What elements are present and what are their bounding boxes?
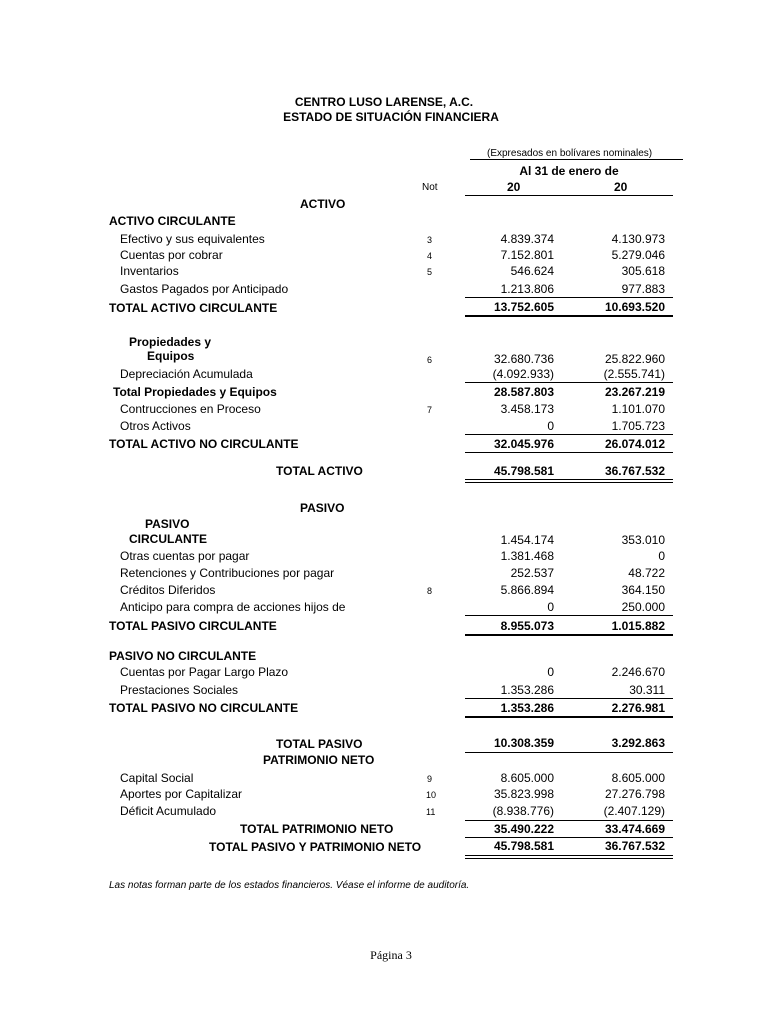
line-item-label: Cuentas por cobrar: [120, 248, 223, 262]
note-ref: 11: [426, 807, 436, 817]
value-year-2: 2.246.670: [611, 665, 665, 679]
propiedades-label-line-2: Equipos: [147, 349, 195, 363]
line-item-label: Prestaciones Sociales: [120, 683, 239, 697]
note-ref: 4: [427, 251, 433, 261]
subtotal-rule: [465, 434, 673, 435]
value-year-1: 1.213.806: [500, 282, 554, 296]
value-year-2: 977.883: [621, 282, 665, 296]
subtotal-rule: [465, 698, 673, 699]
value-year-1: 4.839.374: [500, 232, 554, 246]
total-activo-circulante-label: TOTAL ACTIVO CIRCULANTE: [109, 301, 278, 315]
line-item-label: Contrucciones en Proceso: [120, 402, 261, 416]
note-ref: 3: [427, 235, 433, 245]
value-year-1: 546.624: [510, 264, 554, 278]
value-year-1: 0: [547, 419, 554, 433]
note-column-header: Not: [422, 182, 438, 193]
total-value-year-2: 33.474.669: [604, 822, 665, 836]
activo-heading: ACTIVO: [300, 197, 346, 211]
line-item-label: Depreciación Acumulada: [120, 367, 253, 381]
value-year-2: 30.311: [629, 683, 665, 697]
total-value-year-2: 2.276.981: [611, 701, 665, 715]
value-year-2: 1.101.070: [611, 402, 665, 416]
value-year-1: 0: [547, 600, 554, 614]
line-item-label: Anticipo para compra de acciones hijos de: [120, 600, 346, 614]
line-item-label: Otros Activos: [120, 419, 191, 433]
line-item-label: Retenciones y Contribuciones por pagar: [120, 566, 335, 580]
total-pasivo-no-circulante-label: TOTAL PASIVO NO CIRCULANTE: [109, 701, 299, 715]
double-rule-bottom: [465, 858, 673, 859]
total-value-year-2: 23.267.219: [604, 385, 665, 399]
total-propiedades-label: Total Propiedades y Equipos: [113, 385, 277, 399]
note-ref: 8: [427, 586, 433, 596]
total-value-year-1: 35.490.222: [493, 822, 554, 836]
statement-title: ESTADO DE SITUACIÓN FINANCIERA: [283, 110, 499, 124]
value-year-2: 27.276.798: [604, 787, 665, 801]
value-year-2: (2.555.741): [603, 367, 665, 381]
value-year-2: 8.605.000: [611, 771, 665, 785]
total-rule: [465, 315, 673, 317]
total-value-year-1: 8.955.073: [500, 619, 554, 633]
pasivo-no-circulante-heading: PASIVO NO CIRCULANTE: [109, 649, 257, 663]
total-value-year-2: 36.767.532: [604, 839, 665, 853]
note-ref: 9: [427, 774, 433, 784]
total-rule: [465, 752, 673, 753]
total-pasivo-label: TOTAL PASIVO: [276, 737, 363, 751]
subtotal-rule: [465, 382, 673, 383]
total-value-year-2: 3.292.863: [611, 736, 665, 750]
total-patrimonio-label: TOTAL PATRIMONIO NETO: [240, 822, 394, 836]
total-value-year-1: 45.798.581: [493, 839, 554, 853]
pasivo-heading: PASIVO: [300, 501, 345, 515]
value-year-1: 1.353.286: [500, 683, 554, 697]
header-rule: [470, 159, 683, 160]
line-item-label: Déficit Acumulado: [120, 804, 217, 818]
line-item-label: Capital Social: [120, 771, 194, 785]
year-2-header: 20: [614, 180, 628, 194]
value-year-2: 353.010: [621, 533, 665, 547]
total-value-year-1: 10.308.359: [493, 736, 554, 750]
date-label: Al 31 de enero de: [519, 164, 619, 178]
value-year-2: 305.618: [621, 264, 665, 278]
total-rule: [465, 716, 673, 718]
line-item-label: Cuentas por Pagar Largo Plazo: [120, 665, 289, 679]
patrimonio-heading: PATRIMONIO NETO: [263, 753, 375, 767]
value-year-1: 0: [547, 665, 554, 679]
expressed-note: (Expresados en bolívares nominales): [487, 148, 653, 159]
activo-circulante-heading: ACTIVO CIRCULANTE: [109, 214, 236, 228]
subtotal-rule: [465, 837, 673, 838]
value-year-1: 32.680.736: [493, 352, 554, 366]
total-value-year-2: 10.693.520: [604, 300, 665, 314]
note-ref: 10: [426, 790, 437, 800]
page-number: Página 3: [370, 948, 412, 962]
total-rule: [465, 634, 673, 636]
subtotal-rule: [465, 615, 673, 616]
value-year-1: 3.458.173: [500, 402, 554, 416]
value-year-2: 4.130.973: [611, 232, 665, 246]
note-ref: 5: [427, 267, 433, 277]
value-year-2: 5.279.046: [611, 248, 665, 262]
total-value-year-2: 26.074.012: [604, 437, 665, 451]
value-year-1: 8.605.000: [500, 771, 554, 785]
year-header-rule: [465, 195, 673, 196]
note-ref: 7: [427, 405, 433, 415]
value-year-2: (2.407.129): [603, 804, 665, 818]
company-name: CENTRO LUSO LARENSE, A.C.: [294, 95, 474, 109]
value-year-1: 35.823.998: [493, 787, 554, 801]
pasivo-circulante-line-2: CIRCULANTE: [129, 532, 207, 546]
value-year-1: 1.381.468: [500, 549, 554, 563]
value-year-2: 48.722: [628, 566, 665, 580]
grand-total-label: TOTAL PASIVO Y PATRIMONIO NETO: [209, 840, 422, 854]
value-year-2: 25.822.960: [604, 352, 665, 366]
line-item-label: Gastos Pagados por Anticipado: [120, 282, 289, 296]
line-item-label: Otras cuentas por pagar: [120, 549, 250, 563]
subtotal-rule: [465, 297, 673, 298]
value-year-1: (4.092.933): [492, 367, 554, 381]
double-rule-top: [465, 479, 673, 480]
value-year-1: 1.454.174: [500, 533, 554, 547]
value-year-1: (8.938.776): [492, 804, 554, 818]
value-year-2: 1.705.723: [611, 419, 665, 433]
line-item-label: Aportes por Capitalizar: [120, 787, 243, 801]
total-value-year-1: 1.353.286: [500, 701, 554, 715]
total-activo-label: TOTAL ACTIVO: [276, 464, 363, 478]
total-value-year-1: 45.798.581: [493, 464, 554, 478]
value-year-1: 7.152.801: [500, 248, 554, 262]
total-rule: [465, 452, 673, 453]
total-value-year-2: 1.015.882: [611, 619, 665, 633]
value-year-2: 0: [658, 549, 665, 563]
double-rule-top: [465, 855, 673, 856]
value-year-1: 252.537: [510, 566, 554, 580]
year-1-header: 20: [507, 180, 521, 194]
line-item-label: Inventarios: [120, 264, 179, 278]
total-value-year-1: 32.045.976: [493, 437, 554, 451]
double-rule-bottom: [465, 482, 673, 483]
total-activo-no-circulante-label: TOTAL ACTIVO NO CIRCULANTE: [109, 437, 299, 451]
total-value-year-1: 13.752.605: [493, 300, 554, 314]
value-year-2: 364.150: [621, 583, 665, 597]
propiedades-label-line-1: Propiedades y: [129, 335, 212, 349]
value-year-1: 5.866.894: [500, 583, 554, 597]
line-item-label: Efectivo y sus equivalentes: [120, 232, 265, 246]
value-year-2: 250.000: [621, 600, 665, 614]
total-value-year-1: 28.587.803: [493, 385, 554, 399]
subtotal-rule: [465, 820, 673, 821]
footnote: Las notas forman parte de los estados financieros. Véase el informe de auditoría.: [109, 880, 470, 891]
note-ref: 6: [427, 355, 433, 365]
total-value-year-2: 36.767.532: [604, 464, 665, 478]
pasivo-circulante-line-1: PASIVO: [145, 517, 190, 531]
total-pasivo-circulante-label: TOTAL PASIVO CIRCULANTE: [109, 619, 277, 633]
line-item-label: Créditos Diferidos: [120, 583, 216, 597]
